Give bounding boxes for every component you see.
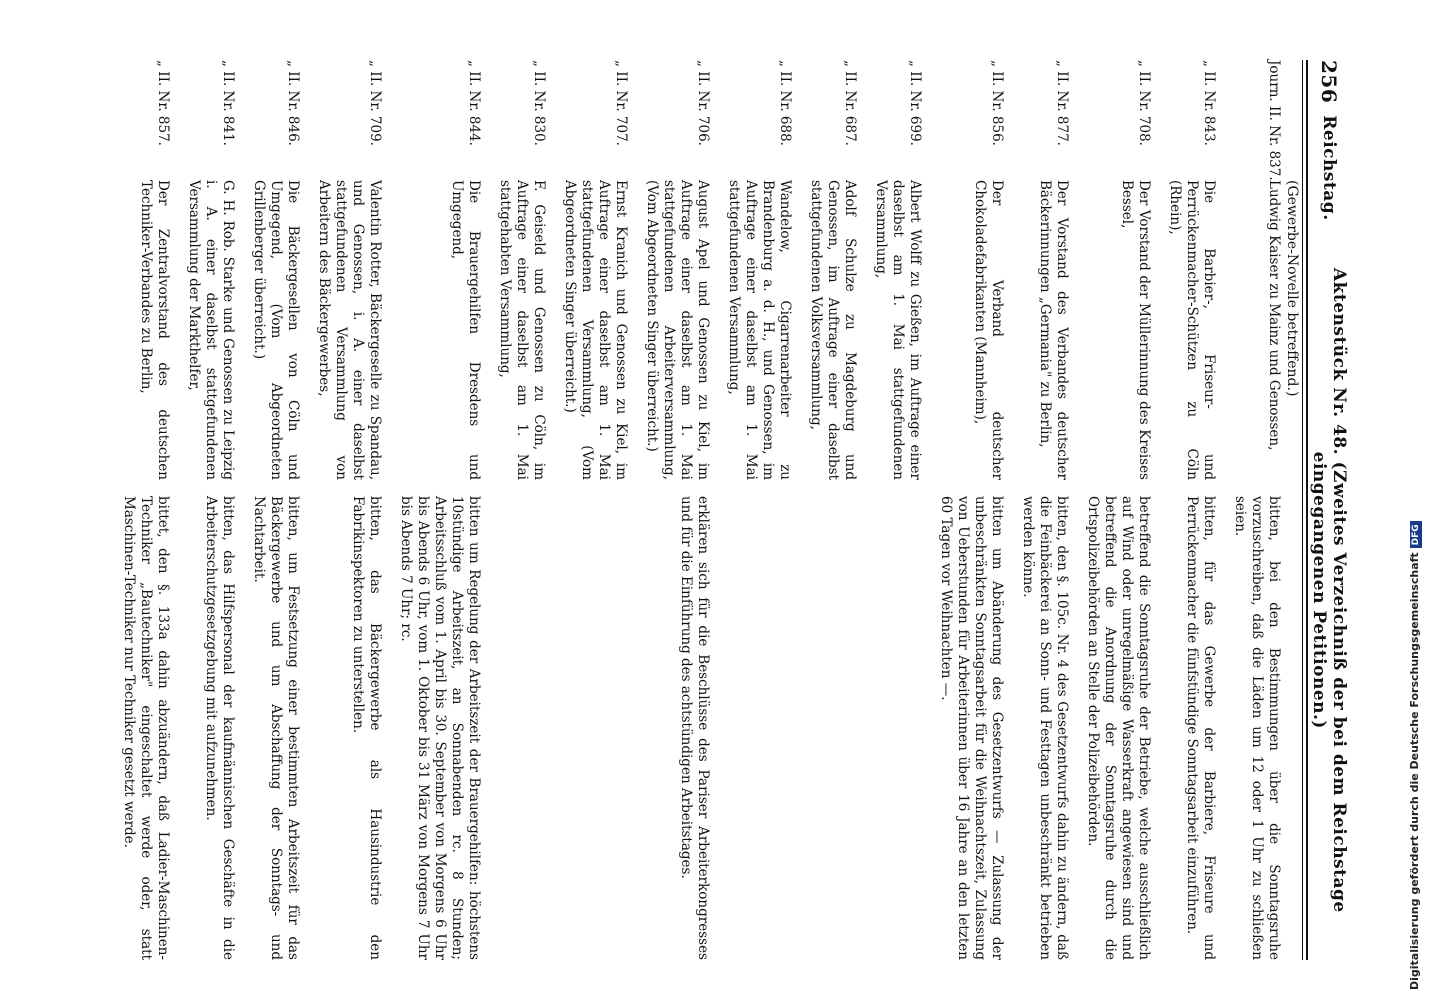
petition-request bbox=[496, 496, 547, 960]
petition-row bbox=[561, 60, 629, 960]
dfg-logo: DFG bbox=[1410, 521, 1422, 548]
petition-row bbox=[1166, 60, 1217, 960]
petition-row bbox=[872, 60, 923, 960]
header-left-label: Reichstag. bbox=[1319, 115, 1339, 221]
journal-reference: „ II. Nr. 699. bbox=[907, 60, 923, 146]
journal-reference: „ II. Nr. 856. bbox=[989, 60, 1005, 146]
journal-reference: „ II. Nr. 830. bbox=[531, 60, 547, 146]
petition-request: bitten, um Festsetzung einer bestimmten Arbeitszeit für das Bäckergewerbe und um Abschaffung der Sonntags- und Nachtarbeit. bbox=[251, 496, 301, 960]
petition-row bbox=[1019, 60, 1070, 960]
petition-request: bitten, das Hilfspersonal der kaufmännischen Geschäfte in die Arbeiterschutzgesetzgebung mit aufzunehmen. bbox=[203, 496, 236, 960]
petition-row bbox=[643, 60, 711, 960]
petition-row bbox=[397, 60, 482, 960]
header-double-rule bbox=[1302, 60, 1303, 960]
page-content bbox=[52, 60, 1432, 960]
petitioner: Der Verband deutscher Chokoladefabrikanten (Mannheim), bbox=[972, 180, 1005, 480]
credit-text: Digitalisierung gefördert durch die Deutsche Forschungsgemeinschaft bbox=[1408, 552, 1421, 990]
journal-reference: „ II. Nr. 857. bbox=[155, 60, 171, 146]
digitization-credit bbox=[1408, 521, 1422, 990]
petition-request: bitten um Regelung der Arbeitszeit der Brauergehilfen: höchstens 10stündige Arbeitszeit, an Sonnabenden rc. 8 Stunden; Arbeitsschluß vom 1. April bis 30. September von Morgens 6 Uhr bis Abends 6 Uhr, vom 1. Oktober bis 31 März von Morgens 7 Uhr bis Abends 7 Uhr; rc. bbox=[398, 496, 482, 960]
petition-row bbox=[1084, 60, 1152, 960]
petition-request: bitten um Abänderung des Gesetzentwurfs — Zulassung der unbeschränkten Sonntagsarbeit für die Weihnachtszeit, Zulassung von Ueberstunden für Arbeiterinnen über 16 Jahre an den letzten 60 Tagen vor Weihnachten —. bbox=[938, 496, 1005, 960]
journal-reference: „ II. Nr. 841. bbox=[220, 60, 236, 146]
section-subhead: (Gewerbe-Novelle betreffend.) bbox=[1284, 180, 1300, 397]
petition-row bbox=[937, 60, 1005, 960]
journal-reference: „ II. Nr. 843. bbox=[1201, 60, 1217, 146]
petition-row bbox=[250, 60, 301, 960]
petitioner: G. H. Rob. Starke und Genossen zu Leipzig i. A. einer daselbst stattgefundenen Versammlung der Markthelfer, bbox=[186, 180, 236, 480]
petition-request: bitten, bei den Bestimmungen über die Sonntagsruhe vorzuschreiben, daß die Läden um 12 oder 1 Uhr zu schließen seien. bbox=[1232, 496, 1282, 960]
petitioner: F. Geiseld und Genossen zu Cöln, im Auftrage einer daselbst am 1. Mai stattgehabten Versammlung, bbox=[497, 180, 547, 480]
petitioner: Der Zentralvorstand des deutschen Techniker-Verbandes zu Berlin, bbox=[138, 180, 171, 480]
petitioner: Wandelow, Cigarrenarbeiter zu Brandenburg a. d. H., und Genossen, im Auftrage einer daselbst am 1. Mai stattgefundenen Versammlung, bbox=[726, 180, 793, 480]
header-title: Aktenstück Nr. 48. (Zweites Verzeichniß der bei dem Reichstage eingegangenen Petitionen.) bbox=[1309, 267, 1349, 913]
petition-request: betreffend die Sonntagsruhe der Betriebe, welche ausschließlich auf Wind oder unregelmäßige Wasserkraft angewiesen sind und betreffend die Anordnung der Sonntagsruhe durch die Ortspolizeibehörden an Stelle der Polizeibehörden. bbox=[1085, 496, 1152, 960]
journal-reference: „ II. Nr. 707. bbox=[613, 60, 629, 146]
petition-request bbox=[725, 496, 793, 960]
petitioner: Albert Wolff zu Gießen, im Auftrage einer daselbst am 1. Mai stattgefundenen Versammlung, bbox=[873, 180, 923, 480]
petitioner: Die Brauergehilfen Dresdens und Umgegend, bbox=[449, 180, 482, 480]
petitioner: Adolf Schulze zu Magdeburg und Genossen, im Auftrage einer daselbst stattgefundenen Volksversammlung, bbox=[808, 180, 858, 480]
petitioner: Der Vorstand der Müllerinnung des Kreises Bessel, bbox=[1119, 180, 1152, 480]
petition-request: bitten, das Bäckergewerbe als Hausindustrie den Fabrikinspektoren zu unterstellen. bbox=[350, 496, 383, 960]
petitioner: Die Bäckergesellen von Cöln und Umgegend, (Vom Abgeordneten Grillenberger überreicht.) bbox=[251, 180, 301, 480]
petition-request: bittet, den §. 133a dahin abzuändern, daß Ladier-Maschinen-Techniker „Bautechniker" eingeschaltet werde oder, statt Maschinen-Techniker nur Techniker gesetzt werde. bbox=[121, 496, 171, 960]
petitioner: Ludwig Kaiser zu Mainz und Genossen, bbox=[1266, 180, 1282, 451]
petitioner: Valentin Rotter, Bäckergeselle zu Spandau, und Genossen, i. A. einer daselbst stattgefundenen Versammlung von Arbeitern des Bäckergewerbes, bbox=[316, 180, 383, 480]
petition-request: bitten, den §. 105c. Nr. 4 des Gesetzentwurfs dahin zu ändern, daß die Feinbäckerei an Sonn- und Festtagen unbeschränkt betrieben werden könne. bbox=[1020, 496, 1070, 960]
petition-request bbox=[807, 496, 858, 960]
petition-request: erklären sich für die Beschlüsse des Pariser Arbeiterkongresses und für die Einführung des achtstündigen Arbeitstages. bbox=[678, 496, 711, 960]
petition-row bbox=[807, 60, 858, 960]
petition-row bbox=[185, 60, 236, 960]
petition-row bbox=[725, 60, 793, 960]
journal-reference: „ II. Nr. 877. bbox=[1054, 60, 1070, 146]
petition-row bbox=[120, 60, 171, 960]
petition-request: bitten, für das Gewerbe der Barbiere, Friseure und Perrückenmacher die fünfstündige Sonntagsarbeit einzuführen. bbox=[1184, 496, 1217, 960]
journal-reference: „ II. Nr. 708. bbox=[1136, 60, 1152, 146]
petition-row bbox=[315, 60, 383, 960]
petitioner: Die Barbier-, Friseur- und Perrückenmacher-Schützen zu Cöln (Rhein), bbox=[1167, 180, 1217, 480]
rotated-page bbox=[52, 0, 1432, 1000]
petition-request bbox=[872, 496, 923, 960]
page-number: 256 bbox=[1317, 60, 1341, 104]
running-header bbox=[1306, 60, 1350, 960]
journal-reference: „ II. Nr. 706. bbox=[695, 60, 711, 146]
petition-row bbox=[1231, 60, 1282, 960]
petitioner: Ernst Kranich und Genossen zu Kiel, im Auftrage einer daselbst am 1. Mai stattgefundenen Versammlung, (Vom Abgeordneten Singer überreicht.) bbox=[562, 180, 629, 480]
petition-request bbox=[561, 496, 629, 960]
petition-list bbox=[106, 60, 1282, 960]
journal-reference: „ II. Nr. 709. bbox=[367, 60, 383, 146]
journal-reference: Journ. II. Nr. 837. bbox=[1266, 60, 1282, 181]
journal-reference: „ II. Nr. 844. bbox=[466, 60, 482, 146]
petition-row bbox=[496, 60, 547, 960]
petitioner: Der Vorstand des Verbandes deutscher Bäckerinnungen „Germania" zu Berlin, bbox=[1037, 180, 1070, 480]
journal-reference: „ II. Nr. 687. bbox=[842, 60, 858, 146]
petitioner: August Apel und Genossen zu Kiel, im Auftrage einer daselbst am 1. Mai stattgefundenen Arbeiterversammlung, (Vom Abgeordneten Singer überreicht.) bbox=[644, 180, 711, 480]
journal-reference: „ II. Nr. 688. bbox=[777, 60, 793, 146]
journal-reference: „ II. Nr. 846. bbox=[285, 60, 301, 146]
